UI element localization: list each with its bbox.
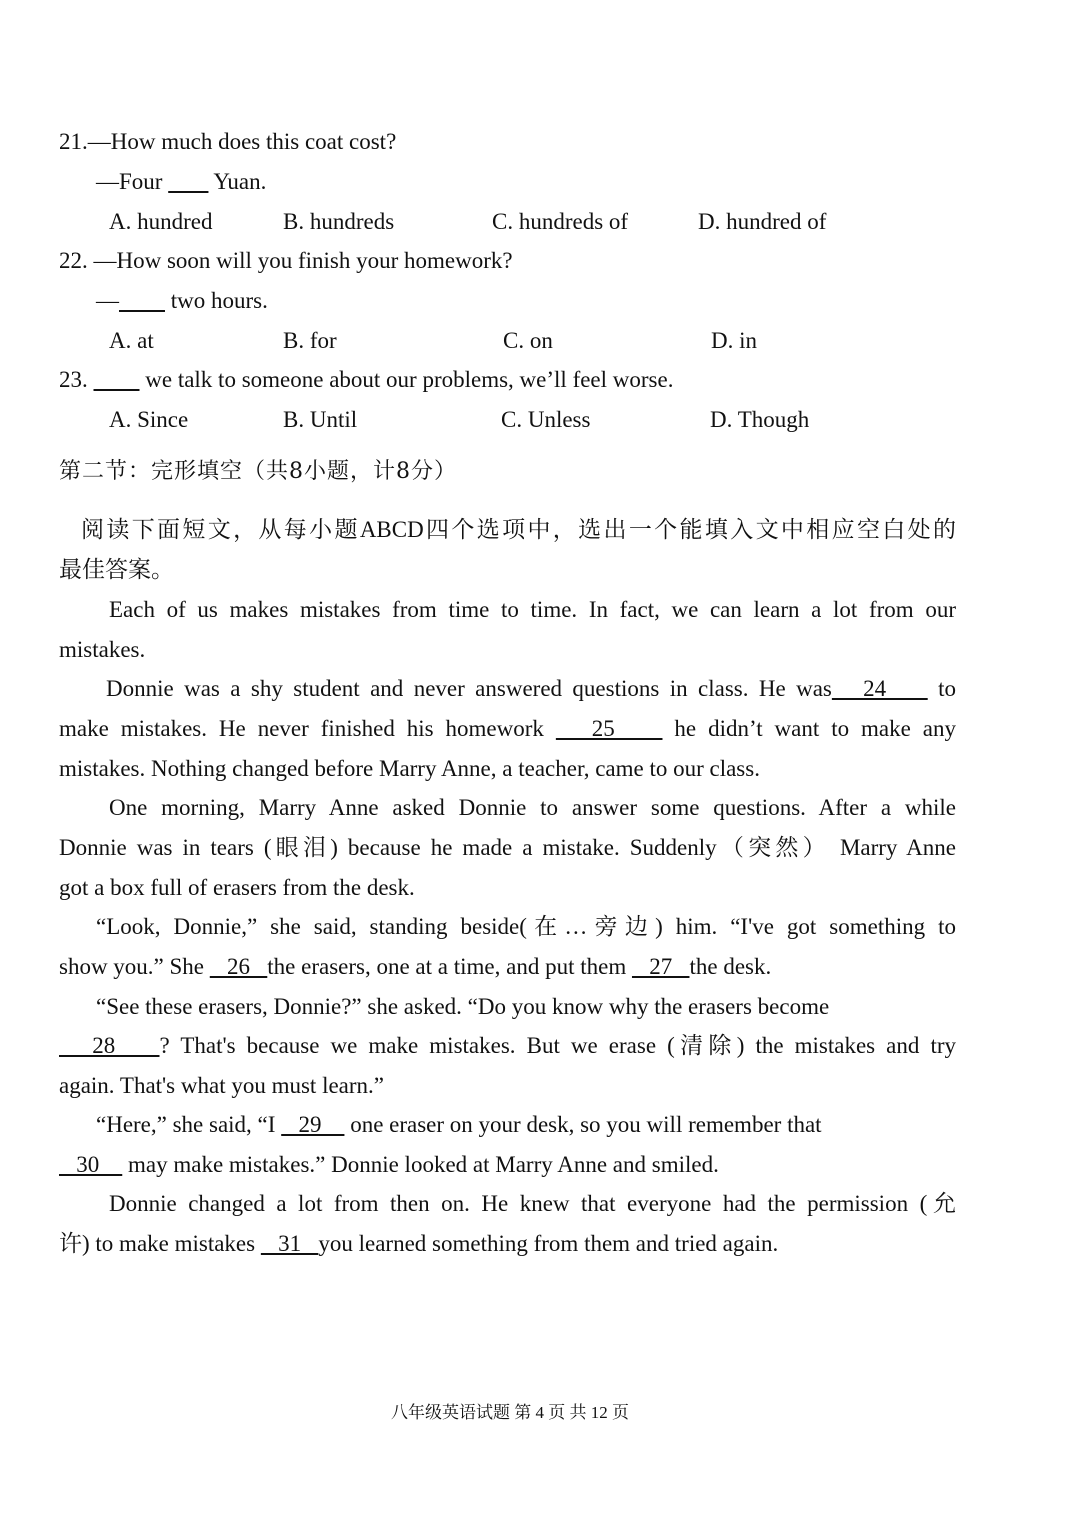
passage-line: “Here,” she said, “I 29 one eraser on your desk, so you will remember that [96,1112,822,1137]
blank-27: 27 [631,954,690,979]
page-footer: 八年级英语试题 第 4 页 共 12 页 [391,1403,629,1422]
instructions-line-1: 阅读下面短文，从每小题ABCD四个选项中，选出一个能填入文中相应空白处的 [81,517,956,542]
passage-line: mistakes. [59,637,146,662]
option-21-d: D. hundred of [698,209,827,234]
blank-30: 30 [59,1152,123,1177]
passage-line: Donnie changed a lot from then on. He knew that everyone had the permission (允 [109,1191,956,1216]
answer-blank [94,367,140,392]
option-22-b: B. for [283,328,337,353]
blank-31: 31 [260,1231,319,1256]
option-21-b: B. hundreds [283,209,395,234]
passage-line: mistakes. Nothing changed before Marry Anne, a teacher, came to our class. [59,756,760,781]
option-23-b: B. Until [283,407,358,432]
option-23-c: C. Unless [501,407,591,432]
instructions-line-2: 最佳答案。 [59,557,174,582]
passage-line: show you.” She 26 the erasers, one at a time, and put them 27 the desk. [59,954,772,979]
passage-line: 28 ? That's because we make mistakes. But we erase (清除) the mistakes and try [59,1033,957,1058]
passage-line: Each of us makes mistakes from time to time. In fact, we can learn a lot from our [109,597,956,622]
question-21: 21.—How much does this coat cost? [59,129,397,154]
blank-29: 29 [281,1112,345,1137]
question-22-answer-line: — two hours. [96,288,268,313]
passage-line: 许) to make mistakes 31 you learned something from them and tried again. [59,1231,779,1256]
blank-25: 25 [555,716,663,741]
passage-line: got a box full of erasers from the desk. [59,875,415,900]
answer-blank [168,169,208,194]
option-21-a: A. hundred [109,209,213,234]
option-23-d: D. Though [710,407,810,432]
option-22-d: D. in [711,328,757,353]
passage-line: make mistakes. He never finished his homework 25 he didn’t want to make any [59,716,956,741]
passage-line: Donnie was in tears (眼泪) because he made a mistake. Suddenly（突然） Marry Anne [59,835,956,860]
blank-28: 28 [59,1033,160,1058]
option-21-c: C. hundreds of [492,209,629,234]
passage-line: Donnie was a shy student and never answered questions in class. He was 24 to [106,676,956,701]
question-23: 23. we talk to someone about our problems, we’ll feel worse. [59,367,674,392]
passage-line: “See these erasers, Donnie?” she asked. “Do you know why the erasers become [96,994,830,1019]
blank-24: 24 [831,676,928,701]
section-title: 第二节：完形填空（共8小题，计8分） [59,459,457,484]
passage-line: again. That's what you must learn.” [59,1073,384,1098]
blank-26: 26 [209,954,268,979]
option-22-a: A. at [109,328,154,353]
question-22: 22. —How soon will you finish your homework? [59,248,513,273]
passage-line: 30 may make mistakes.” Donnie looked at Marry Anne and smiled. [59,1152,719,1177]
passage-line: “Look, Donnie,” she said, standing beside(在…旁边) him. “I've got something to [96,914,956,939]
question-21-answer-line: —Four Yuan. [96,169,267,194]
passage-line: One morning, Marry Anne asked Donnie to answer some questions. After a while [109,795,956,820]
answer-blank [119,288,165,313]
option-23-a: A. Since [109,407,189,432]
option-22-c: C. on [503,328,553,353]
